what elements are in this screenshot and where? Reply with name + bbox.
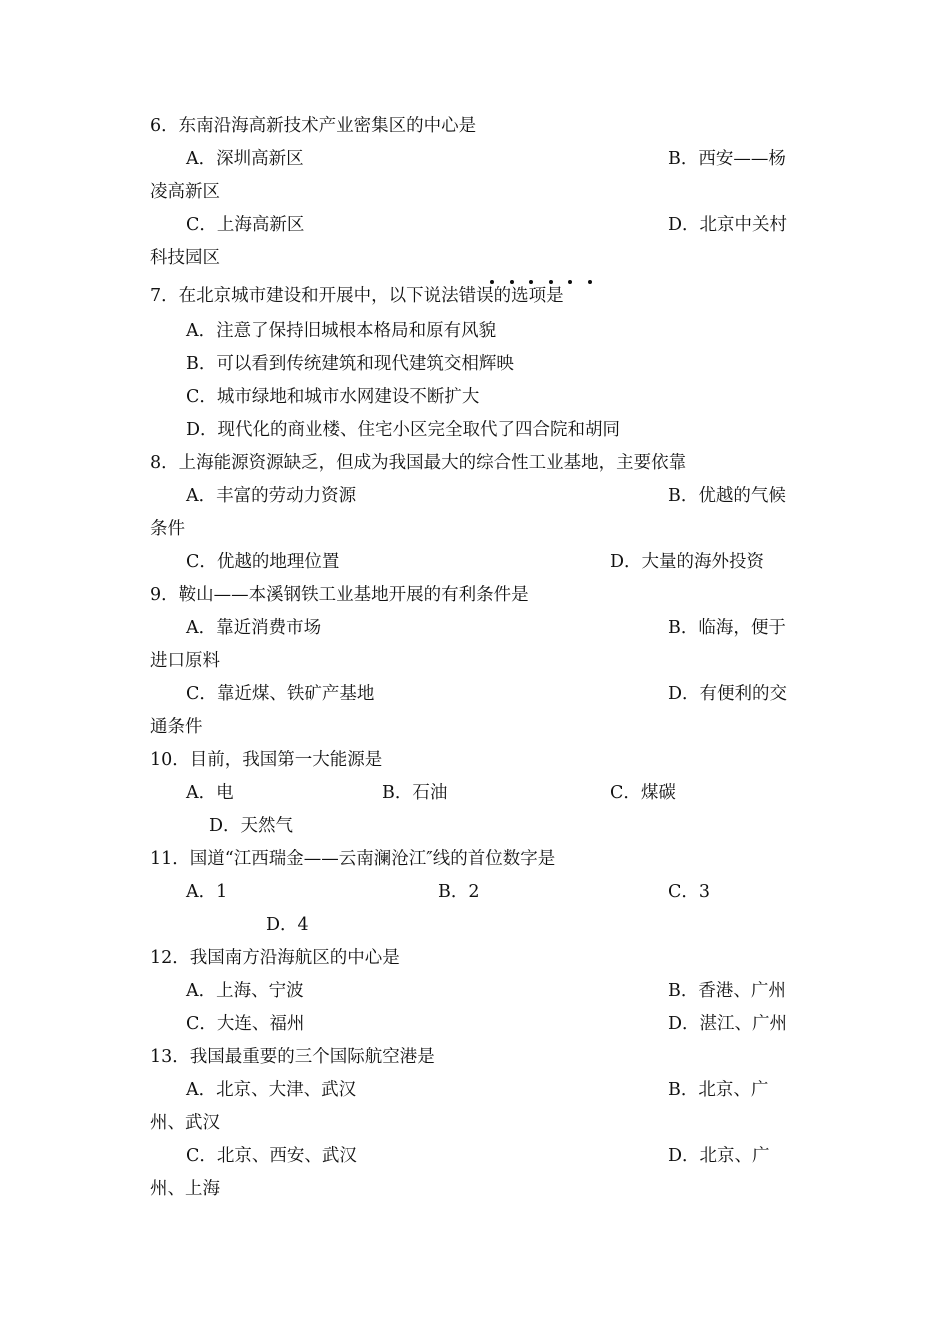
question-13-option-c: C．北京、西安、武汉 <box>186 1146 357 1166</box>
question-10-option-c: C．煤碳 <box>610 783 676 803</box>
emphasis-dot <box>588 280 592 284</box>
question-12-option-c: C．大连、福州 <box>186 1014 305 1034</box>
emphasis-dot <box>490 280 494 284</box>
question-9-option-b: B．临海，便于 <box>668 618 786 638</box>
question-7-option-a: A．注意了保持旧城根本格局和原有风貌 <box>186 321 497 341</box>
question-9-option-a: A．靠近消费市场 <box>186 618 322 638</box>
question-13-option-d-wrap: 州、上海 <box>150 1179 220 1199</box>
question-7-stem: 7．在北京城市建设和开展中，以下说法错误的选项是 <box>150 286 564 306</box>
question-8-option-d: D．大量的海外投资 <box>610 552 765 572</box>
question-12-option-d: D．湛江、广州 <box>668 1014 788 1034</box>
question-13-option-b: B．北京、广 <box>668 1080 769 1100</box>
question-10-stem: 10．目前，我国第一大能源是 <box>150 750 383 770</box>
question-13-option-b-wrap: 州、武汉 <box>150 1113 220 1133</box>
question-6-option-b: B．西安——杨 <box>668 149 786 169</box>
question-11-option-c: C．3 <box>668 882 711 902</box>
question-9-option-b-wrap: 进口原料 <box>150 651 220 671</box>
question-11-option-b: B．2 <box>438 882 480 902</box>
emphasis-dot <box>529 280 533 284</box>
question-11-option-d: D．4 <box>266 915 309 935</box>
question-6-option-d-wrap: 科技园区 <box>150 248 220 268</box>
question-10-option-a: A．电 <box>186 783 234 803</box>
question-7-option-d: D．现代化的商业楼、住宅小区完全取代了四合院和胡同 <box>186 420 621 440</box>
question-11-option-a: A．1 <box>186 882 228 902</box>
question-9-option-d: D．有便利的交 <box>668 684 788 704</box>
question-12-option-a: A．上海、宁波 <box>186 981 304 1001</box>
question-13-option-a: A．北京、大津、武汉 <box>186 1080 357 1100</box>
question-10-option-b: B．石油 <box>382 783 448 803</box>
question-11-stem: 11．国道“江西瑞金——云南澜沧江″线的首位数字是 <box>150 849 556 869</box>
question-6-option-c: C．上海高新区 <box>186 215 305 235</box>
question-7-option-b: B．可以看到传统建筑和现代建筑交相辉映 <box>186 354 514 374</box>
question-10-option-d: D．天然气 <box>209 816 294 836</box>
emphasis-dot <box>549 280 553 284</box>
question-8-option-c: C．优越的地理位置 <box>186 552 340 572</box>
question-9-stem: 9．鞍山——本溪钢铁工业基地开展的有利条件是 <box>150 585 529 605</box>
question-8-option-a: A．丰富的劳动力资源 <box>186 486 357 506</box>
question-8-stem: 8．上海能源资源缺乏，但成为我国最大的综合性工业基地，主要依靠 <box>150 453 687 473</box>
question-6-option-a: A．深圳高新区 <box>186 149 304 169</box>
emphasis-dot <box>568 280 572 284</box>
emphasis-dot <box>510 280 514 284</box>
question-13-option-d: D．北京、广 <box>668 1146 770 1166</box>
question-6-option-d: D．北京中关村 <box>668 215 788 235</box>
question-8-option-b: B．优越的气候 <box>668 486 786 506</box>
question-13-stem: 13．我国最重要的三个国际航空港是 <box>150 1047 435 1067</box>
question-6-option-b-wrap: 凌高新区 <box>150 182 220 202</box>
question-12-option-b: B．香港、广州 <box>668 981 786 1001</box>
question-7-option-c: C．城市绿地和城市水网建设不断扩大 <box>186 387 480 407</box>
question-8-option-b-wrap: 条件 <box>150 519 185 539</box>
question-9-option-d-wrap: 通条件 <box>150 717 203 737</box>
question-12-stem: 12．我国南方沿海航区的中心是 <box>150 948 400 968</box>
question-6-stem: 6．东南沿海高新技术产业密集区的中心是 <box>150 116 477 136</box>
question-9-option-c: C．靠近煤、铁矿产基地 <box>186 684 375 704</box>
